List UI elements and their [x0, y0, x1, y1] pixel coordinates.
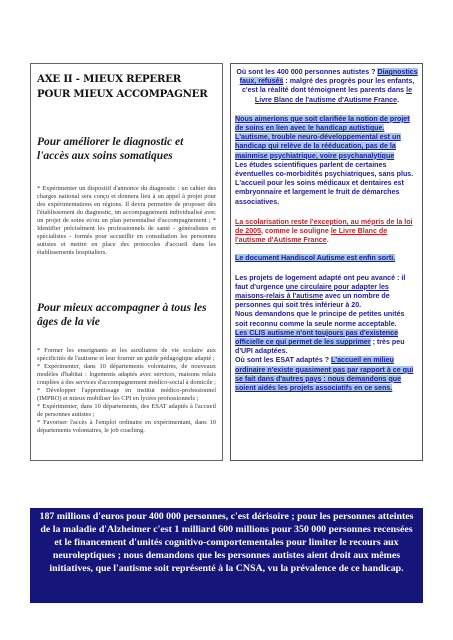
comment-paragraph-diagnostics — [235, 68, 419, 105]
text-span: ; très peu d'UPI adaptées. — [235, 338, 405, 356]
text-span: Nous aimerions que soit clarifiée la notion de projet de soins en lien avec le handicap — [235, 114, 410, 133]
banner-text: 187 millions d'euros pour 400 000 personnes, c'est dérisoire ; pour les personnes atteintes de la maladie d'Alzheimer c'est 1 milliard 600 millions pour 350 000 personnes recensées et le financement d'unités cognitivo-comportementales pour limiter le recours aux neuroleptiques ; nous demandons que les personnes autistes aient droit aux mêmes initiatives, que l'autisme soit représenté à la CNSA, vu la prévalence de ce handicap. — [39, 511, 414, 575]
text-span: Nous demandons que le principe de petites unités soit reconnu comme la seule norme acceptable. — [235, 310, 405, 328]
text-span: L'accueil en milieu ordinaire n'existe quasiment pas par rapport à ce qui se fait dans d'autres pays : nous demandons que soient aidés les projets associatifs en ce sens. — [235, 356, 414, 393]
list-item: * Expérimenter, dans 10 départements, des ESAT adaptés à l'accueil de personnes autistes ; — [37, 403, 216, 418]
section-text-diagnostic — [37, 185, 216, 257]
text-span: autistique. L'autisme, trouble neuro-développemental est un handicap qui relève de la rééducation, pas de la mainmise psychiatrique, voire psychanalytique — [235, 124, 401, 160]
text-span: Les CLIS autisme n'ont toujours pas d'existence officielle ce qui permet de les supprimer — [235, 328, 399, 347]
text-span: Les projets de logement adapté ont peu avancé : il faut d'urgence — [235, 273, 406, 291]
comment-paragraph-logement — [235, 274, 419, 394]
section-list-accompagner — [37, 347, 216, 435]
diagnostic-paragraph: * Expérimenter un dispositif d'annonce du diagnostic : un cahier des charges national sera conçu et donnera lieu à un appel à projet pour des expérimentations en régions. Il devra permettre de proposer dès l'établissement du diagnostic, un accompagnement individualisé avec un projet de soins et/ou un plan personnalisé d'accompagnement ; * Identifier précisément les professionnels de santé - généralistes et spécialistes - formés pour accueillir en consultation les personnes autistes et mettre en place des protocoles d'accueil dans les établissements hospitaliers. — [37, 185, 216, 256]
list-item: * Former les enseignants et les auxiliaires de vie scolaire aux spécificités de l'autisme et leur fournir un guide pédagogique adapté ; — [37, 347, 216, 362]
text-span: : malgré des progrès pour les enfants, c'est la réalité dont témoignent les parents dans — [241, 77, 415, 95]
left-plan-box — [30, 63, 223, 461]
text-span: une circulaire pour adapter les maisons-relais à l'autisme — [235, 282, 389, 301]
list-item: * Favoriser l'accès à l'emploi ordinaire en expérimentant, dans 10 départements volontaires, le job coaching. — [37, 419, 216, 434]
comment-paragraph-soins — [235, 115, 419, 207]
livre-blanc-link: le Livre Blanc de l'autisme d'Autisme France — [235, 227, 388, 245]
text-span: L'accueil pour les soins médicaux et dentaires est embryonnaire et largement le fruit de démarches associatives. — [235, 179, 404, 206]
comment-paragraph-scolarisation — [235, 218, 419, 246]
text-span: . — [326, 236, 329, 245]
text-span: avec un nombre de personnes qui soit très inférieur à 20. — [235, 292, 390, 310]
text-span: Où sont les 400 000 personnes autistes ? — [236, 68, 378, 76]
comment-paragraph-handiscol — [235, 254, 419, 263]
right-comment-box — [230, 63, 423, 461]
text-span: , comme le souligne — [261, 227, 331, 236]
list-item: * Développer l'apprentissage en institut médico-professionnel (IMPRO) et mieux mobiliser les CPI en lycées professionnels ; — [37, 387, 216, 402]
text-span: Diagnostics faux, refusés — [239, 68, 418, 86]
text-span: Les études scientifiques parlent de certaines éventuelles co-morbidités psychiatriques, sans plus. — [235, 160, 414, 179]
section-title-diagnostic: Pour améliorer le diagnostic et l'accès aux soins somatiques — [37, 136, 184, 162]
text-span: Où sont les ESAT adaptés ? — [235, 356, 332, 365]
text-span: Le document Handiscol Autisme est enfin sorti. — [235, 254, 396, 263]
budget-banner — [30, 508, 423, 603]
text-span: La scolarisation reste l'exception, au mépris de la loi de 2005 — [235, 217, 413, 236]
axe-title: AXE II - MIEUX REPERER POUR MIEUX ACCOMPAGNER — [37, 73, 208, 100]
section-title-accompagner: Pour mieux accompagner à tous les âges de la vie — [37, 302, 207, 328]
list-item: * Expérimenter, dans 10 départements volontaires, de nouveaux modèles d'habitat : logements adaptés avec services, maisons relais couplées à des services d'accompagnement médico-social à domicile ; — [37, 363, 216, 386]
livre-blanc-link: le Livre Blanc de l'autisme d'Autisme France — [254, 86, 413, 104]
text-span: . — [397, 95, 400, 104]
